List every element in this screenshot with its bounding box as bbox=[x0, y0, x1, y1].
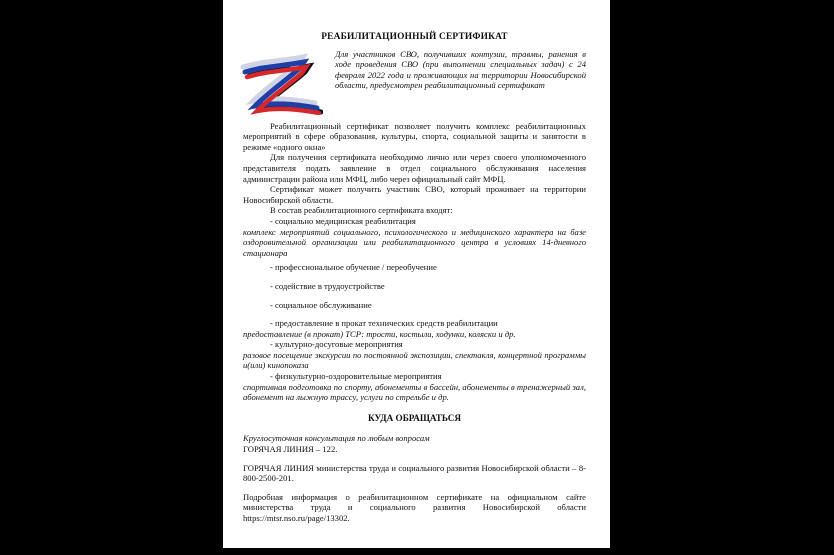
contacts-title: КУДА ОБРАЩАТЬСЯ bbox=[368, 412, 461, 423]
website-info: Подробная информация о реабилитационном сертификате на официальном сайте министерства труда и социального развития Новосибирской области https://mtsr.nso.ru/page/13302. bbox=[243, 491, 586, 523]
paragraph-how-to-get: Для получения сертификата необходимо лично или через своего уполномоченного представителя подать заявление в отдел социального обслуживания населения администрации района или МФЦ, либо через официальный сайт МФЦ. bbox=[243, 152, 586, 184]
list-item-label: - содействие в трудоустройстве bbox=[270, 280, 385, 291]
list-item-label: - профессиональное обучение / переобучение bbox=[270, 262, 437, 273]
page-title: РЕАБИЛИТАЦИОННЫЙ СЕРТИФИКАТ bbox=[321, 32, 508, 42]
list-item-detail: спортивная подготовка по спорту, абонементы в бассейн, абонементы в тренажерный зал, абонемент на лыжную трассу, услуги по стрельбе и др. bbox=[243, 381, 586, 403]
list-item-detail: комплекс мероприятий социального, психологического и медицинского характера на базе оздоровительной организации или реабилитационного центра в условиях 14-дневного стационара bbox=[243, 226, 586, 258]
list-item-label: - предоставление в прокат технических средств реабилитации bbox=[270, 318, 498, 329]
hotline-general: ГОРЯЧАЯ ЛИНИЯ – 122. bbox=[243, 444, 338, 455]
hotline-ministry: ГОРЯЧАЯ ЛИНИЯ министерства труда и социального развития Новосибирской области – 8-800-2500-201. bbox=[243, 462, 586, 484]
paragraph-eligibility: Сертификат может получить участник СВО, который проживает на территории Новосибирской области. bbox=[243, 184, 586, 205]
list-item-detail: разовое посещение экскурсии по постоянной экспозиции, спектакля, концертной программы и(или) кинопоказа bbox=[243, 349, 586, 371]
document-page bbox=[223, 0, 610, 548]
intro-text: Для участников СВО, получивших контузии, травмы, ранения в ходе проведения СВО (при выполнении специальных задач) с 24 февраля 2022 года и проживающих на территории Новосибирской области, предусмотрен реабилитационный сертификат bbox=[335, 48, 586, 91]
list-item-label: - культурно-досуговые мероприятия bbox=[270, 339, 403, 350]
list-item-detail: предоставление (в прокат) ТСР: трости, костыли, ходунки, коляски и др. bbox=[243, 328, 516, 339]
list-item-label: - социально медицинская реабилитация bbox=[270, 215, 416, 226]
z-symbol-icon bbox=[237, 53, 323, 115]
contact-note: Круглосуточная консультация по любым вопросам bbox=[243, 433, 430, 444]
list-item-label: - социальное обслуживание bbox=[270, 299, 372, 310]
paragraph-description: Реабилитационный сертификат позволяет получить комплекс реабилитационных мероприятий в сфере образования, культуры, спорта, социальной защиты и занятости в режиме «одного окна» bbox=[243, 120, 586, 152]
list-item-label: - физкультурно-оздоровительные мероприятия bbox=[270, 371, 442, 382]
intro-block bbox=[243, 49, 586, 121]
list-intro: В состав реабилитационного сертификата входят: bbox=[270, 205, 453, 216]
